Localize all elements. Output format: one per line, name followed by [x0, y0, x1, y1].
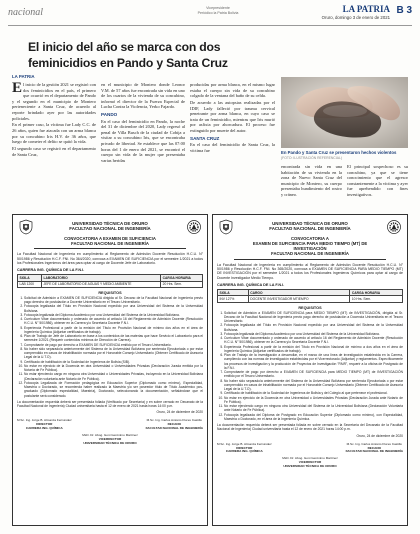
divider [34, 248, 187, 249]
list-item: 11. No estar ejerciendo cargo en ninguna otra Universidad o Universidades Privadas, incluyendo en la Universidad Boliviana (Declaración voluntaria ante Notario de Fe Pública). [24, 372, 203, 381]
header-credit [163, 6, 273, 15]
requirements-title: REQUISITOS [98, 290, 122, 295]
signature-role: DECANO [167, 422, 181, 427]
list-item: 8. No haber sido separado/a anteriormente del Sistema de la Universidad Boliviana por sentencia Ejecutoriada o por estar comprendido en casos de inhabilitación normada por el Honorable Consejo Universitario (Obtener Certificado de Asesoría Legal de la U.T.O). [24, 347, 203, 360]
paragraph: en el municipio de Montero donde Leonor V.M. de 57 años fue encontrada sin vida en uno de los cuartos de la vivienda de su concubino, informó el director de la Fuerza Especial de Lucha Contra la Violencia, Yerko Fajardo. [101, 82, 185, 110]
career-label: CARRERA ING. QUÍMICA DE LA F.N.I. [17, 268, 85, 273]
university-crest-icon [218, 219, 234, 235]
paragraph: producidas por arma blanca, en el mismo lugar estaba el cuerpo sin vida de su concubino colgado de la ventana del baño de su celda. [190, 82, 275, 99]
table-cell: JEFE DE LABORATORIO DE AGUAS Y MEDIO AMBIENTE [41, 281, 160, 287]
list-item: 8. No haber sido separado/a anteriormente del Sistema de la Universidad Boliviana por sentencia Ejecutoriada o por estar comprendido en casos de inhabilitación normada por el Honorable Consejo Universitario (Obtener Certificado de Asesoría Legal de la U.T.O). [224, 379, 403, 392]
faculty-name: FACULTAD NACIONAL DE INGENIERÍA [269, 226, 351, 232]
header-credit-line: Vicepresidente [206, 6, 230, 10]
notice-title-line: EXAMEN DE SUFICIENCIA PARA MEDIO TIEMPO (MT) DE [252, 241, 368, 247]
signature-unit: CARRERA ING. QUÍMICA [25, 426, 63, 431]
university-crest-icon [18, 219, 34, 235]
photo-caption: En Pando y Santa Cruz se presentaron hechos violentos [281, 150, 397, 155]
article-column-3 [190, 82, 275, 210]
signature-block [217, 443, 403, 455]
column-header: CARGO [248, 290, 350, 296]
signature-unit: UNIVERSIDAD TÉCNICA DE ORURO [283, 464, 337, 469]
masthead-logo: LA PATRIA [342, 4, 390, 14]
signature-role: DECANO [367, 445, 381, 450]
signature-role: VICERRECTOR [298, 460, 322, 465]
list-item: 1. Solicitud de Admisión a EXAMEN DE SUFICIENCIA dirigida al Sr. Decano de la Facultad Nacional de Ingeniería previo pago derecho de postulación a Docente Universitario en el Tesoro Universitario. [24, 296, 203, 305]
list-item: 5. Experiencia Profesional a partir de la emisión del Título en Provisión Nacional de mínimo dos años en el área de Ingeniería Química (Adjuntar certificados de trabajo). [24, 326, 203, 335]
signature-unit: UNIVERSIDAD TÉCNICA DE ORURO [83, 440, 137, 445]
column-header: SIGLA [18, 275, 42, 281]
list-item: 9. Certificado de habilitación de la Sociedad de Ingenieros de Bolivia y del Colegio al que pertenece el profesional. [224, 391, 403, 395]
notice-title-line: CONVOCATORIA A EXAMEN DE SUFICIENCIA [64, 235, 156, 241]
article-column-1 [12, 82, 96, 210]
signature-name: M.Sc. Ing. Jorge B. Almanza Fernández [17, 418, 72, 423]
list-item: 10. No estar en ejercicio de la Docencia en otra Universidad o Universidades Privadas (Declaración Jurada ante Notario de Fe Pública). [224, 396, 403, 405]
page-header [8, 4, 412, 26]
signature-role: VICERRECTOR [98, 436, 122, 441]
table-row [18, 281, 203, 287]
table-cell: 10 Hrs. Sem. [350, 296, 403, 302]
signature-name: MsD. Dr. Abog. Goni Gerónimo Martínez [282, 456, 338, 461]
notice-closing: La documentación requerida deberá ser presentada foliada (Verificado por Secretaría) y en sobre cerrado en Decanato de la Facultad Nacional de Ingeniería) Ciudad universitaria hasta el 12 de enero de 2021 hasta horas 14:00 p.m. [17, 399, 203, 409]
paragraph: encontrada sin vida en una habitación de su vivienda en la zona de Nuevo Santa Cruz del municipio de Montero, su cuerpo presentaba hundimiento del rostro y cráneo. [281, 164, 342, 197]
list-item: 1. Solicitud de Admisión a EXAMEN DE SUFICIENCIA para MEDIO TIEMPO (MT) de INVESTIGACIÓN, dirigida al Sr. Decano de la Facultad Nacional de Ingeniería previo pago derecho de postulación a Docencia Universitaria en el Tesoro Universitario. [224, 311, 403, 324]
requirements-list [217, 311, 403, 422]
notice-closing: La documentación requerida deberá ser presentada foliada en sobre cerrado en la Secretaría del Decanato de la Facultad Nacional de Ingeniería) Ciudad universitaria hasta el 12 de enero de 2021 horas 14:00 p.m. [217, 423, 403, 432]
list-item: 10. No estar en ejercicio de la Docencia en otra Universidad o Universidades Privadas (Declaración Jurada emitida por la Notaría de Fe Pública). [24, 364, 203, 373]
table-cell: 20 Hrs. Sem. [161, 281, 203, 287]
signature-dean [146, 419, 203, 431]
notice-title-line: FACULTAD NACIONAL DE INGENIERÍA [71, 241, 149, 247]
list-item: 2. Fotocopia legalizada del Título en Provisión Nacional expedido por una Universidad del Sistema de la Universidad Boliviana. [24, 304, 203, 313]
signature-name: M.Sc. Ing. Carlos Antonio Flores Castillo [346, 441, 402, 446]
list-item: 6. Plan de Trabajo de Jefe de Laboratorio en base a los contenidos de las materias que hace Servicio el Laboratorio para el semestre 1/2021 (Requerir contenidos mínimos de Dirección de Carrera). [24, 334, 203, 343]
issue-date: Oruro, domingo 3 de enero de 2021 [321, 15, 390, 20]
paragraph: En el caso del feminicidio de Santa Cruz, la víctima fue [190, 142, 275, 153]
article-column-2 [101, 82, 185, 210]
signature-name: M.Sc. Ing. Carlos Antonio Flores Castillo [146, 418, 202, 423]
signature-unit: FACULTAD NACIONAL DE INGENIERÍA [345, 449, 403, 454]
positions-table [217, 289, 403, 302]
article-column-4 [281, 164, 342, 210]
university-name: UNIVERSIDAD TÉCNICA DE ORURO [72, 221, 148, 226]
list-item: 12. Fotocopia legalizada del Diploma de Postgrado en Educación Superior (Diplomado como mínimo), con Especialidad, Maestría o Doctorado, en el área de la Ingeniería Química. [224, 413, 403, 422]
requirements-title: REQUISITOS [298, 305, 322, 310]
list-item: 3. Fotocopia legalizada del Diploma Académico por una Universidad del Sistema de la Universidad Boliviana. [224, 332, 403, 336]
column-header: SIGLA [218, 290, 249, 296]
header-credit-line: Periódico la Patria Bolivia [197, 10, 239, 15]
notice-title [217, 236, 403, 257]
signature-vicerector [217, 457, 403, 469]
notice-title-line: INVESTIGACIÓN [293, 246, 327, 252]
page-number: B 3 [396, 5, 412, 16]
list-item: 7. Comprobante de pago por derecho a EXAMEN DE SUFICIENCIA para MEDIO TIEMPO (MT) de INVESTIGACIÓN emitido por el Tesoro Universitario. [224, 370, 403, 379]
paragraph: De acuerdo a las autopsias realizadas por el IDIF, Lady falleció por trauma cervical penetrante por arma blanca, en cuyo caso se trata de un feminicidio, mientras que Iris murió por asfixia por ahorcadura. El proceso fue extinguido por muerte del autor. [190, 99, 275, 133]
table-row [218, 296, 403, 302]
requirements-list [17, 296, 203, 398]
faculty-name: FACULTAD NACIONAL DE INGENIERÍA [69, 226, 151, 232]
photo-credit: (FOTO: ILUSTRACIÓN REFERENCIAL) [281, 156, 342, 160]
signature-name: MsD. Dr. Abog. Goni Gerónimo Martínez [82, 433, 138, 438]
list-item: 4. Curriculum Vitae documentado y ordenado de acuerdo al artículo 16 del Reglamento de Admisión Docente (Resolución H.C.U. N° 50/1986), obtener en la Carrera y/o Secretaría Docente F.N.I. [224, 336, 403, 345]
list-item: 5. Experiencia Profesional a partir de la emisión del Título en Provisión Nacional de mínimo a dos años en el área de Ingeniería Química (Adjuntar certificados de trabajo). [224, 345, 403, 354]
signature-unit: CARRERA ING. QUÍMICA [225, 449, 263, 454]
list-item: 4. Curriculum Vitae documentado y ordenado de acuerdo al artículo 16 del Reglamento de Admisión Docente (Resolución H.C.U. N° 50/1986), obtener en la Carrera y/o Secretaría Docente F.N.I. [24, 317, 203, 326]
signature-vicerector [17, 434, 203, 446]
drop-cap: E [12, 82, 23, 96]
article-photo [281, 77, 408, 148]
article-headline: El inicio del año se marca con dos feminicidios en Pando y Santa Cruz [28, 40, 228, 70]
list-item: 12. Fotocopia Legalizada de Formación pedagógica en Educación Superior (Diplomado como mínimo), Especialidad, Maestría o Doctorado, se recomienda haber realizado la Maestría y/o ser poseedor título de Título Académico pos-graduado (Diplomado especialidad, Maestría), Doctorado, seleccionando la documentación, señalándose que el postulante será considerado. [24, 381, 203, 398]
subhead-santa-cruz: SANTA CRUZ [190, 135, 220, 141]
list-item: 7. Comprobante de pago por derecho a EXAMEN DE SUFICIENCIA emitido por el Tesoro Universitario. [24, 343, 203, 347]
list-item: 2. Fotocopia legalizada del Título en Provisión Nacional expedido por una Universidad del Sistema de la Universidad Boliviana. [224, 323, 403, 332]
section-label: nacional [8, 7, 43, 18]
signature-role: DIRECTOR [236, 445, 253, 450]
table-cell: DOCENTE INVESTIGADOR MTIEMPO [248, 296, 350, 302]
notice-intro: La Facultad Nacional de Ingeniería en cumplimiento al Reglamento de Admisión Docente Resolución H.C.U. N° 50/1986 y Resolución H.C.F. FNI. No 364/2020, convoca a EXAMEN DE SUFICIENCIA por el semestre 1/2021 a todos los Profesionales Ingenieros del área para optar al cargo de Docente Jefe de Laboratorio. [17, 252, 203, 266]
list-item: 9. Certificado de habilitación de la Sociedad de Ingenieros de Bolivia (SIB). [24, 360, 203, 364]
list-item: 3. Fotocopia legalizada del Diploma Académico por una Universidad del Sistema de la Universidad Boliviana. [24, 313, 203, 317]
list-item: 6. Plan de Trabajo de la investigación a desarrollar, en el marco de una línea de investigación establecida en la Carrera, cumpliendo con las normas de investigación establecidas por el Vicerrectorado (Adjuntar) y reglamentos. Específicamente los procesos de investigación y la producción de Proyectos de Investigación "PAIR", requerir a la oficina de Postgrado de la F.N.I. [224, 353, 403, 370]
notice-title [17, 236, 203, 246]
notice-researcher [212, 214, 408, 526]
table-cell: LAB 1200 [18, 281, 42, 287]
paragraph: El segundo caso se registró en el departamento de Santa Cruz, [12, 145, 96, 157]
notice-lab-chief [12, 214, 208, 526]
notice-city-date: Oruro, 24 de diciembre de 2020 [156, 410, 203, 415]
table-cell: INV 127% [218, 296, 249, 302]
notice-intro: La Facultad Nacional de Ingeniería en cumplimiento al Reglamento de Admisión Docente Resolución H.C.U. N° 50/1986 y Resolución H.C.F. FNI. No 365/2020, convoca a EXAMEN DE SUFICIENCIA PARA MEDIO TIEMPO (MT) DE INVESTIGACIÓN por el semestre 1/2021 a todos los Profesionales Ingenieros Químicos para optar al cargo de Docente Investigador Medio Tiempo. [217, 262, 403, 280]
subhead-pando: PANDO [101, 111, 118, 117]
signature-director [17, 419, 72, 431]
divider [234, 259, 387, 260]
signature-unit: FACULTAD NACIONAL DE INGENIERÍA [145, 426, 203, 431]
notice-city-date: Oruro, 24 de diciembre de 2020 [356, 433, 403, 438]
paragraph: En el caso del feminicidio en Pando, la noche del 31 de diciembre del 2020, Lady regresó al penal de Villa Busch de la ciudad de Cobija a visitar a su concubino Iris, que se encontraba privado de libertad. Se establece que las 07:00 horas del 1 de enero del 2021, se encontró el cuerpo sin vida de la mujer que presentaba varias heridas [101, 118, 185, 163]
notice-title-line: CONVOCATORIA A [291, 235, 329, 241]
career-label: CARRERA ING. QUÍMICA DE LA F.N.I. [217, 283, 285, 288]
signature-name: M.Sc. Ing. Jorge B. Almanza Fernández [217, 441, 272, 446]
column-header: LABORATORIO [41, 275, 160, 281]
signature-block [17, 419, 203, 431]
paragraph: En el primer caso, la víctima fue Lady C.C. de 26 años, quien fue atacada con un arma blanca por su concubino Iris H.V. de 36 años, que luego de cometer el delito se quitó la vida. [12, 122, 96, 145]
column-header: CARGA HORARIA [350, 290, 403, 296]
signature-dean [346, 443, 403, 455]
article-byline: LA PATRIA [12, 74, 35, 79]
list-item: 11. No estar ejerciendo cargo en ninguna otra Universidad del Sistema de la Universidad Boliviana (Declaración Voluntaria ante Notario de Fe Pública). [224, 404, 403, 413]
signature-role: DIRECTOR [36, 422, 53, 427]
paragraph: El principal sospechoso es su concubino, ya que se tiene conocimiento que el agresor constantemente a la víctima y ayer fue aprehendido con fines investigativos. [347, 164, 408, 197]
notice-title-line: FACULTAD NACIONAL DE INGENIERÍA [271, 251, 349, 257]
signature-director [217, 443, 272, 455]
article-column-5 [347, 164, 408, 210]
paragraph: El inicio de la gestión 2021 se registró con dos feminicidios en el país, el primero que ocurrió en el departamento de Pando y el segundo en el municipio de Montero perteneciente a Santa Cruz, de acuerdo al reporte brindado ayer por las autoridades policiales. [12, 82, 96, 121]
university-name: UNIVERSIDAD TÉCNICA DE ORURO [272, 221, 348, 226]
engineering-gear-icon [186, 219, 202, 235]
engineering-gear-icon [386, 219, 402, 235]
column-header: CARGA HORARIA [161, 275, 203, 281]
hands-photo-illustration [281, 77, 408, 148]
positions-table [17, 274, 203, 287]
